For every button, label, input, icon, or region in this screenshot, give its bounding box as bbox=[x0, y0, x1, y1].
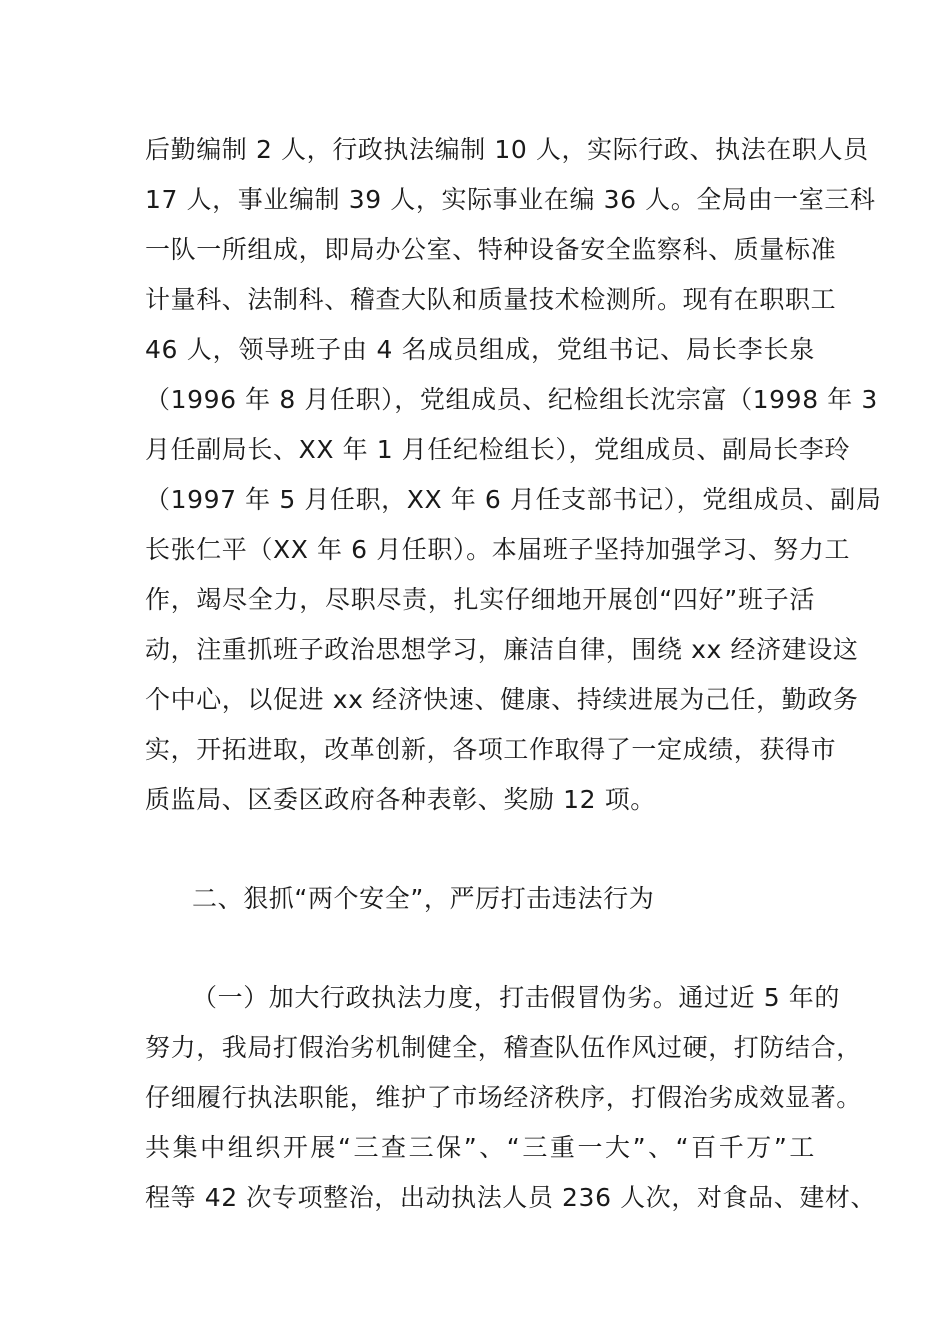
paragraph-1-line-11: 动，注重抓班子政治思想学习，廉洁自律，围绕 xx 经济建设这 bbox=[145, 635, 859, 664]
paragraph-1-line-6: （1996 年 8 月任职），党组成员、纪检组长沈宗富（1998 年 3 bbox=[145, 385, 878, 414]
section-heading: 二、狠抓“两个安全”，严厉打击违法行为 bbox=[192, 884, 655, 913]
paragraph-1-line-9: 长张仁平（XX 年 6 月任职）。本届班子坚持加强学习、努力工 bbox=[145, 535, 851, 564]
paragraph-2-line-5: 程等 42 次专项整治，出动执法人员 236 人次，对食品、建材、 bbox=[145, 1183, 877, 1212]
paragraph-2-line-3: 仔细履行执法职能，维护了市场经济秩序，打假治劣成效显著。 bbox=[145, 1083, 862, 1112]
paragraph-2-line-1: （一）加大行政执法力度，打击假冒伪劣。通过近 5 年的 bbox=[192, 983, 841, 1012]
paragraph-2-line-2: 努力，我局打假治劣机制健全，稽查队伍作风过硬，打防结合， bbox=[145, 1033, 862, 1062]
paragraph-1-line-8: （1997 年 5 月任职，XX 年 6 月任支部书记），党组成员、副局 bbox=[145, 485, 882, 514]
paragraph-1-line-7: 月任副局长、XX 年 1 月任纪检组长），党组成员、副局长李玲 bbox=[145, 435, 851, 464]
paragraph-1-line-3: 一队一所组成，即局办公室、特种设备安全监察科、质量标准 bbox=[145, 235, 837, 264]
paragraph-1-line-1: 后勤编制 2 人，行政执法编制 10 人，实际行政、执法在职人员 bbox=[145, 135, 869, 164]
paragraph-1-line-12: 个中心，以促进 xx 经济快速、健康、持续进展为己任，勤政务 bbox=[145, 685, 859, 714]
paragraph-1-line-2: 17 人，事业编制 39 人，实际事业在编 36 人。全局由一室三科 bbox=[145, 185, 876, 214]
paragraph-1-line-10: 作，竭尽全力，尽职尽责，扎实仔细地开展创“四好”班子活 bbox=[145, 585, 815, 614]
paragraph-1-line-13: 实，开拓进取，改革创新，各项工作取得了一定成绩，获得市 bbox=[145, 735, 837, 764]
paragraph-1-line-5: 46 人，领导班子由 4 名成员组成，党组书记、局长李长泉 bbox=[145, 335, 815, 364]
paragraph-1-line-4: 计量科、法制科、稽查大队和质量技术检测所。现有在职职工 bbox=[145, 285, 837, 314]
paragraph-2-line-4: 共集中组织开展“三查三保”、“三重一大”、“百千万”工 bbox=[145, 1133, 815, 1162]
paragraph-1-line-14: 质监局、区委区政府各种表彰、奖励 12 项。 bbox=[145, 785, 656, 814]
